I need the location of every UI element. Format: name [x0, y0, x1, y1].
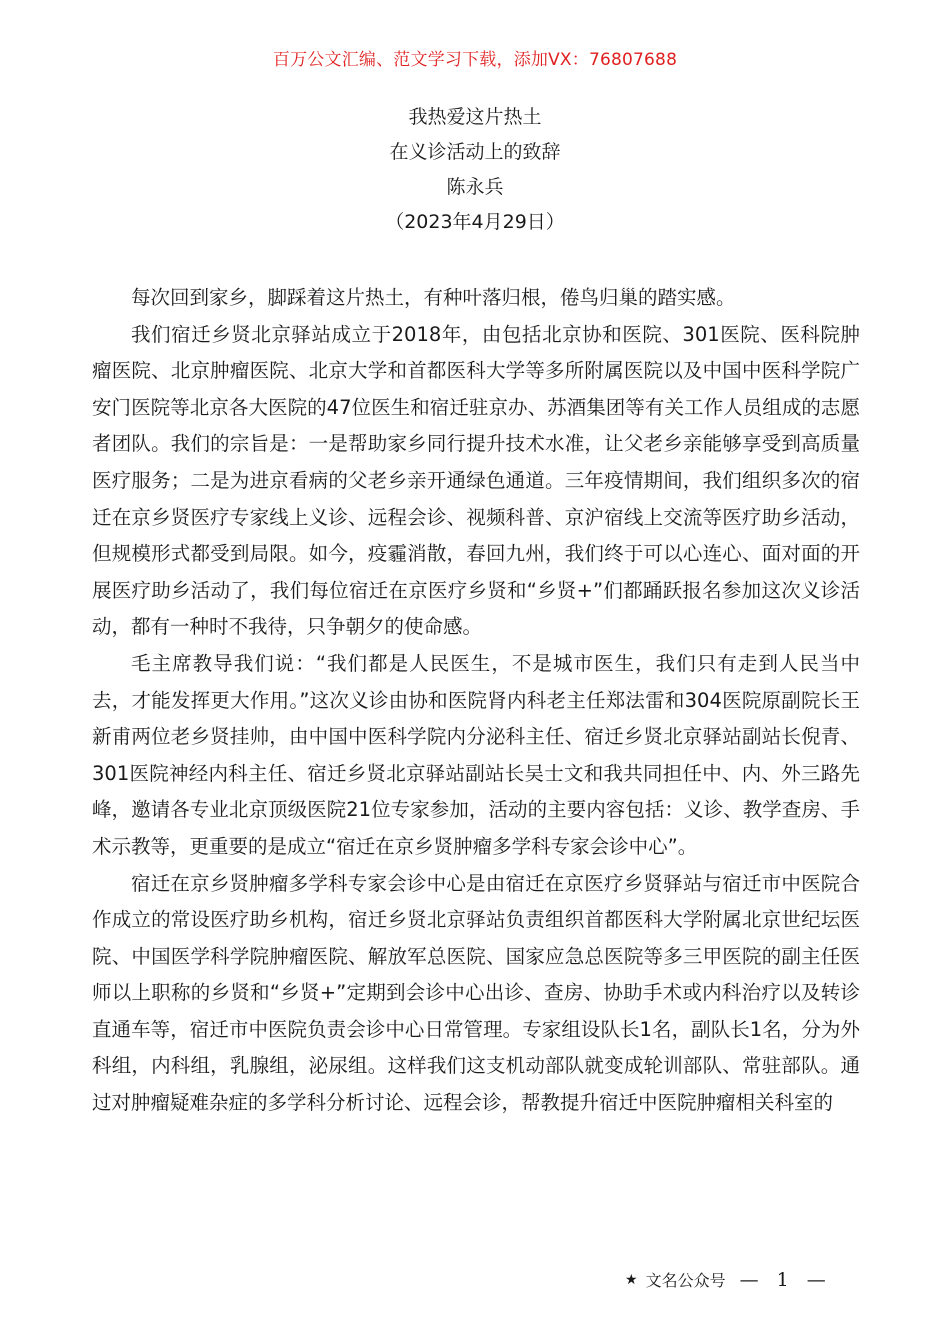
paragraph: 我们宿迁乡贤北京驿站成立于2018年，由包括北京协和医院、301医院、医科院肿瘤医院、北京肿瘤医院、北京大学和首都医科大学等多所附属医院以及中国中医科学院广安门医院等北京各大医院的47位医生和宿迁驻京办、苏酒集团等有关工作人员组成的志愿者团队。我们的宗旨是：一是帮助家乡同行提升技术水准，让父老乡亲能够享受到高质量医疗服务；二是为进京看病的父老乡亲开通绿色通道。三年疫情期间，我们组织多次的宿迁在京乡贤医疗专家线上义诊、远程会诊、视频科普、京沪宿线上交流等医疗助乡活动，但规模形式都受到局限。如今，疫霾消散，春回九州，我们终于可以心连心、面对面的开展医疗助乡活动了，我们每位宿迁在京医疗乡贤和“乡贤+”们都踊跃报名参加这次义诊活动，都有一种时不我待，只争朝夕的使命感。 — [92, 322, 860, 639]
paragraph: 毛主席教导我们说：“我们都是人民医生，不是城市医生，我们只有走到人民当中去，才能发挥更大作用。”这次义诊由协和医院肾内科老主任郑法雷和304医院原副院长王新甫两位老乡贤挂帅，由中国中医科学院内分泌科主任、宿迁乡贤北京驿站副站长倪青、301医院神经内科主任、宿迁乡贤北京驿站副站长吴士文和我共同担任中、内、外三路先峰，邀请各专业北京顶级医院21位专家参加，活动的主要内容包括：义诊、教学查房、手术示教等，更重要的是成立“宿迁在京乡贤肿瘤多学科专家会诊中心”。 — [92, 651, 860, 858]
document-subtitle: 在义诊活动上的致辞 — [389, 141, 561, 163]
document-header — [0, 100, 950, 240]
star-icon: ★ — [625, 1271, 638, 1288]
watermark-banner: 百万公文汇编、范文学习下载，添加VX：76807688 — [272, 50, 678, 70]
document-author: 陈永兵 — [446, 176, 504, 198]
paragraph: 每次回到家乡，脚踩着这片热土，有种叶落归根，倦鸟归巢的踏实感。 — [131, 286, 736, 309]
document-body — [92, 280, 860, 1122]
page-number: — 1 — — [739, 1268, 832, 1291]
paragraph: 宿迁在京乡贤肿瘤多学科专家会诊中心是由宿迁在京医疗乡贤驿站与宿迁市中医院合作成立的常设医疗助乡机构，宿迁乡贤北京驿站负责组织首都医科大学附属北京世纪坛医院、中国医学科学院肿瘤医院、解放军总医院、国家应急总医院等多三甲医院的副主任医师以上职称的乡贤和“乡贤+”定期到会诊中心出诊、查房、协助手术或内科治疗以及转诊直通车等，宿迁市中医院负责会诊中心日常管理。专家组设队长1名，副队长1名，分为外科组，内科组，乳腺组，泌尿组。这样我们这支机动部队就变成轮训部队、常驻部队。通过对肿瘤疑难杂症的多学科分析讨论、远程会诊，帮教提升宿迁中医院肿瘤相关科室的 — [92, 871, 860, 1115]
footer-source: 文名公众号 — [645, 1271, 726, 1290]
document-date: （2023年4月29日） — [385, 211, 565, 233]
document-title: 我热爱这片热土 — [408, 106, 542, 128]
page-footer — [625, 1268, 832, 1291]
